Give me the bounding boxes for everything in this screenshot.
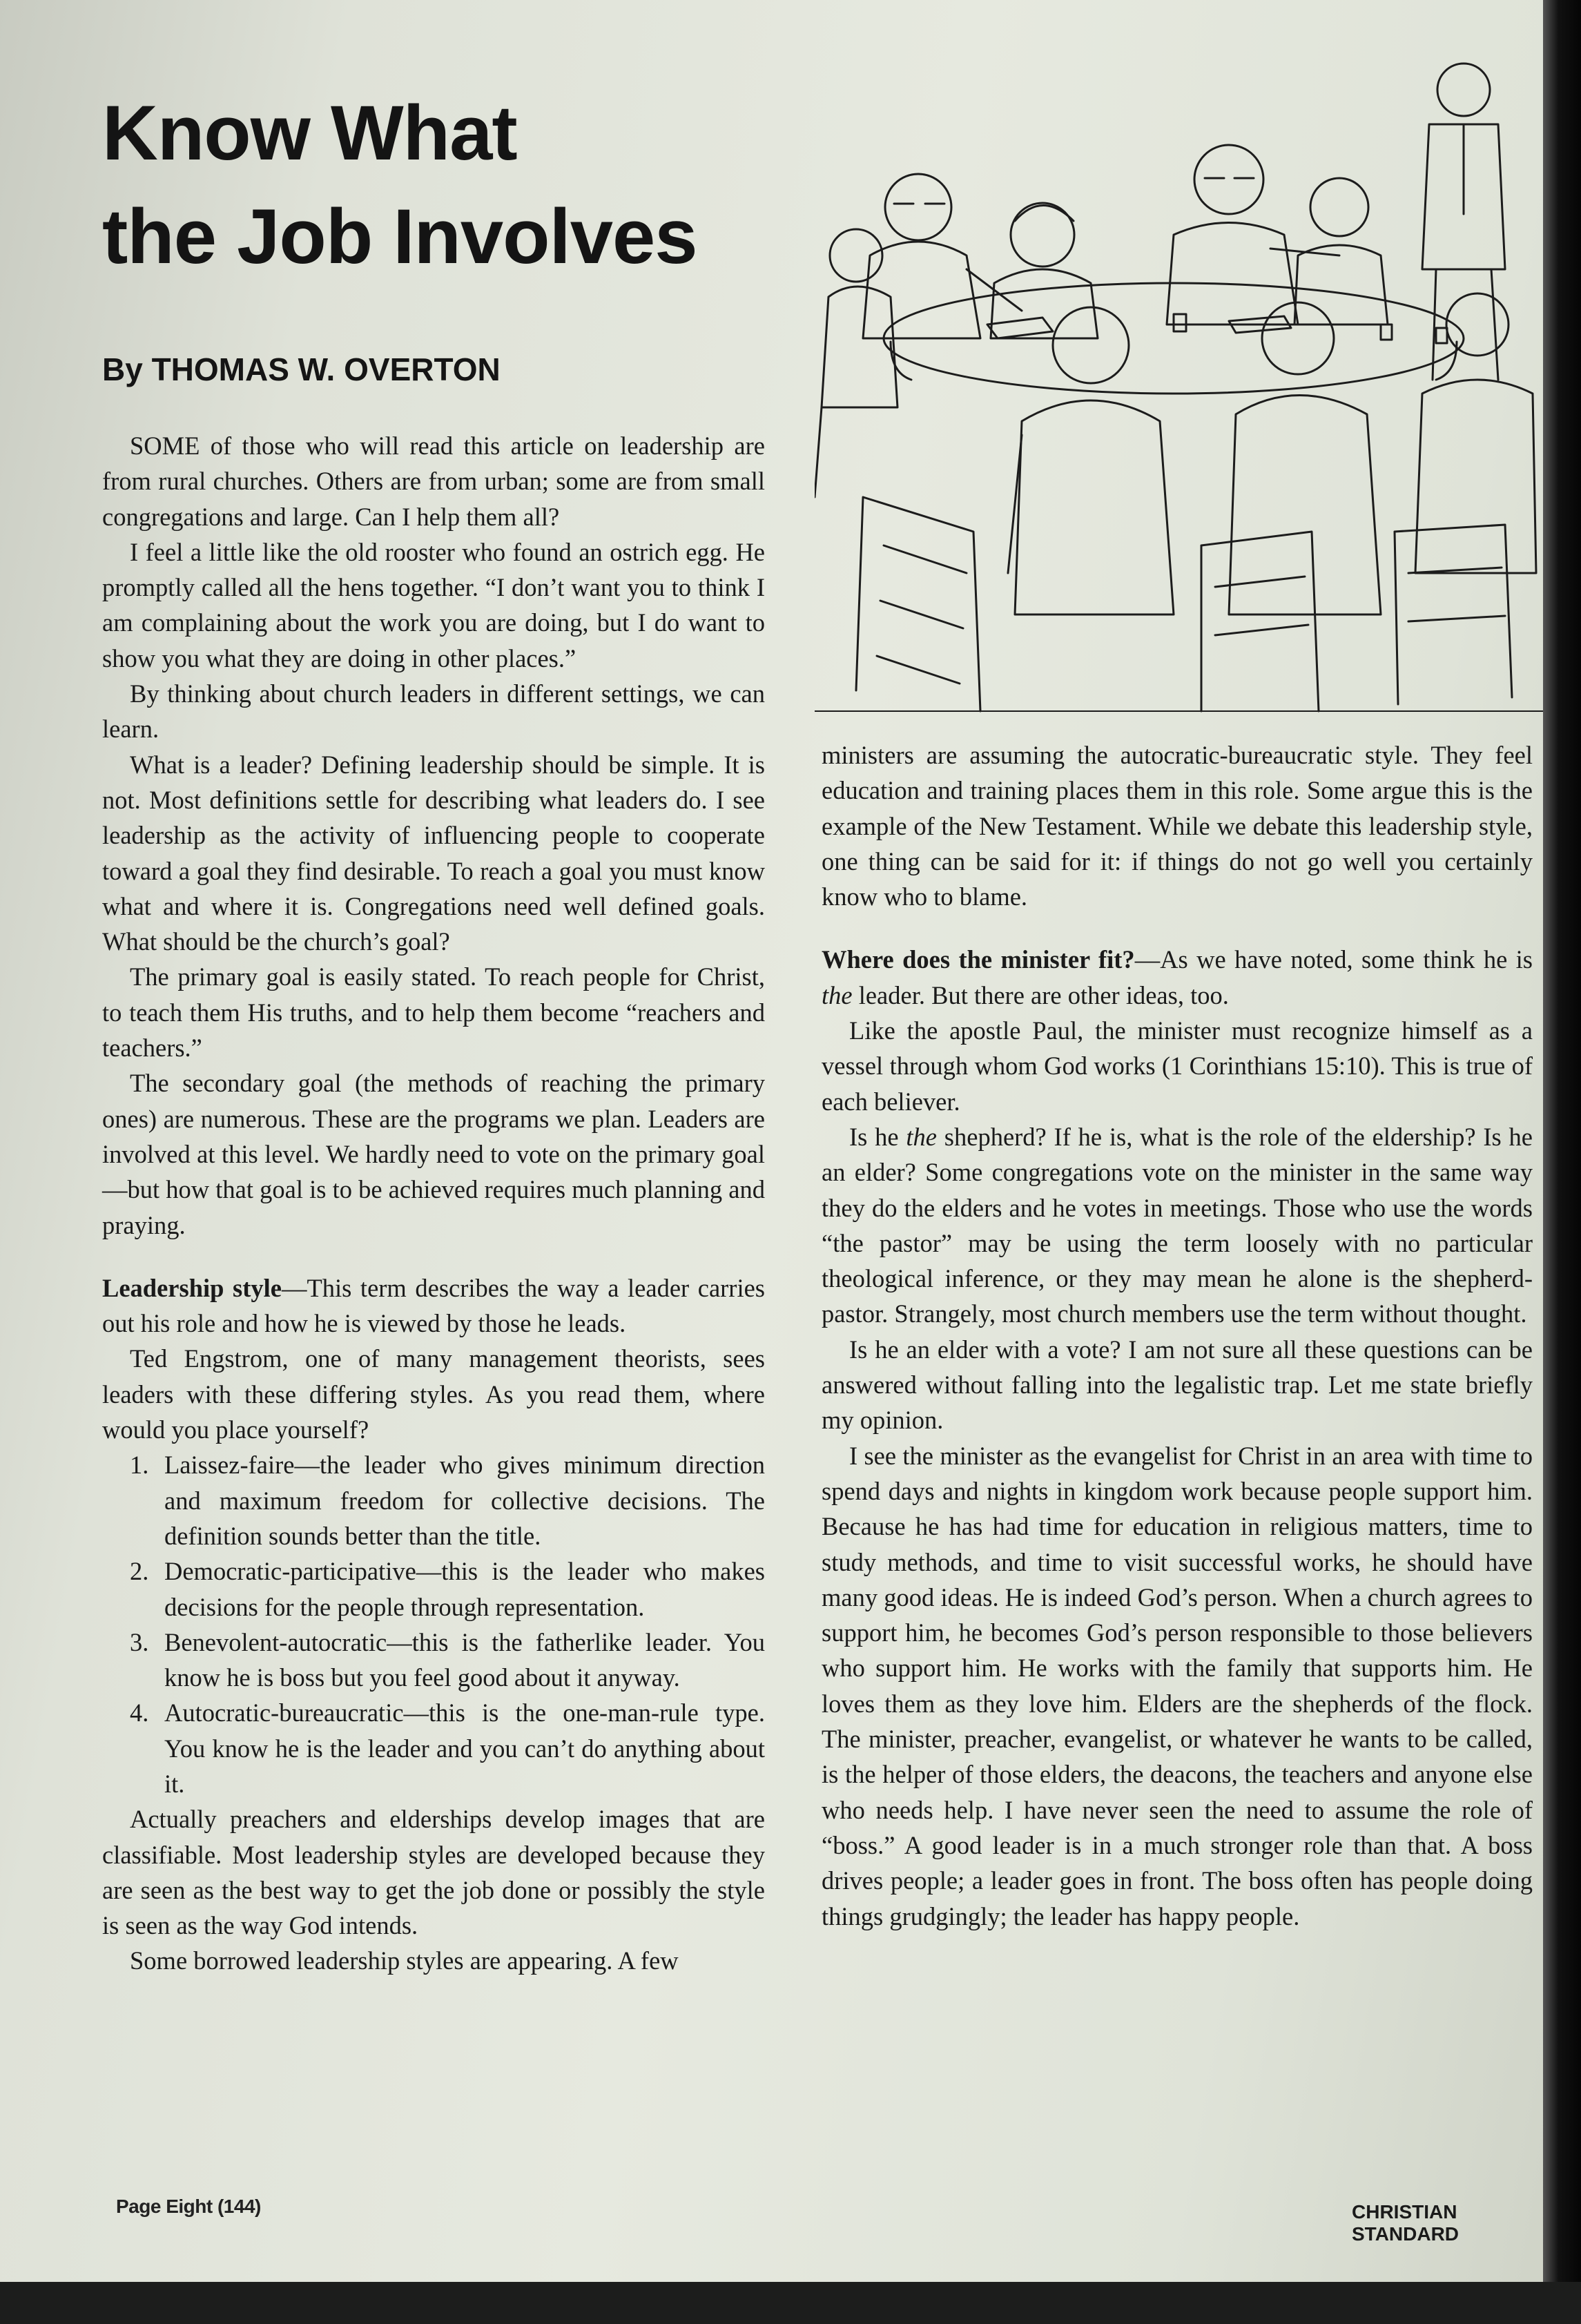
list-number: 2. [130, 1557, 149, 1586]
section-text: —As we have noted, some think he is [1134, 945, 1533, 974]
title-line-2: the Job Involves [102, 193, 697, 280]
paragraph: Some borrowed leadership styles are appearing. A few [130, 1946, 679, 1975]
section-text: leader. But there are other ideas, too. [852, 980, 1229, 1009]
paragraph: SOME of those who will read this article on leadership are from rural churches. Others are from urban; some are from small congregations and large. Can I help them all? [102, 432, 765, 531]
text-run: Is he [849, 1122, 906, 1151]
section-heading: Where does the minister fit? [822, 945, 1135, 974]
list-text: Laissez-faire—the leader who gives minimum direction and maximum freedom for collective decisions. The definition sounds better than the title. [164, 1451, 765, 1550]
paragraph: What is a leader? Defining leadership should be simple. It is not. Most definitions settle for describing what leaders do. I see leadership as the activity of influencing people to cooperate toward a goal they find desirable. To reach a goal you must know what and where it is. Congregations need well defined goals. What should be the church’s goal? [102, 750, 765, 956]
paragraph: Actually preachers and elderships develop images that are classifiable. Most leadership styles are developed because they are seen as the best way to get the job done or possibly the style is seen as the way God intends. [102, 1805, 765, 1940]
paragraph: The secondary goal (the methods of reaching the primary ones) are numerous. These are the programs we plan. Leaders are involved at this level. We hardly need to vote on the primary goal—but how that goal is to be achieved requires much planning and praying. [102, 1069, 765, 1239]
paragraph: Ted Engstrom, one of many management theorists, sees leaders with these differing styles. As you read them, where would you place yourself? [102, 1344, 765, 1444]
left-column [102, 428, 765, 1979]
title-line-1: Know What [102, 90, 517, 176]
byline: By THOMAS W. OVERTON [102, 351, 501, 387]
list-item [130, 1447, 765, 1553]
article-title [102, 81, 793, 289]
list-item [130, 1695, 765, 1801]
list-text: Benevolent-autocratic—this is the fatherlike leader. You know he is boss but you feel good about it anyway. [164, 1627, 765, 1692]
paragraph: I feel a little like the old rooster who found an ostrich egg. He promptly called all the hens together. “I don’t want you to think I am complaining about the work you are doing, but I do want to show you what they are doing in other places.” [102, 537, 765, 672]
list-number: 1. [130, 1451, 149, 1480]
list-item [130, 1625, 765, 1696]
list-number: 3. [130, 1627, 149, 1656]
page-number: Page Eight (144) [116, 2196, 261, 2217]
section-minister [822, 942, 1533, 1013]
publication-name: CHRISTIAN STANDARD [1352, 2201, 1459, 2245]
list-text: Autocratic-bureaucratic—this is the one-man-rule type. You know he is the leader and you can’t do anything about it. [164, 1698, 765, 1798]
section-heading: Leadership style [102, 1273, 282, 1302]
page-shadow [0, 2282, 1581, 2324]
italic-word: the [822, 980, 853, 1009]
binding-edge [1543, 0, 1581, 2324]
paragraph: By thinking about church leaders in different settings, we can learn. [102, 679, 765, 744]
paragraph [822, 1119, 1533, 1332]
list-number: 4. [130, 1698, 149, 1727]
right-column [822, 737, 1533, 1934]
text-run: shepherd? If he is, what is the role of the eldership? Is he an elder? Some congregations vote on the minister in the same way they do the elders and he votes in meetings. Those who use the words “the pastor” may be using the term loosely with no particular theological inference, or they may mean he alone is the shepherd-pastor. Strangely, most church members use the term without thought. [822, 1122, 1533, 1328]
paragraph: Like the apostle Paul, the minister must recognize himself as a vessel through whom God works (1 Corinthians 15:10). This is true of each believer. [822, 1016, 1533, 1116]
meeting-illustration [815, 48, 1546, 725]
styles-list [102, 1447, 765, 1801]
list-text: Democratic-participative—this is the leader who makes decisions for the people through representation. [164, 1557, 765, 1621]
paragraph: The primary goal is easily stated. To reach people for Christ, to teach them His truths, and to help them become “reachers and teachers.” [102, 962, 765, 1063]
list-item [130, 1553, 765, 1625]
section-text: —This term describes the way a leader carries out his role and how he is viewed by those he leads. [102, 1273, 765, 1338]
paragraph: Is he an elder with a vote? I am not sure all these questions can be answered without falling into the legalistic trap. Let me state briefly my opinion. [822, 1335, 1533, 1435]
italic-word: the [906, 1122, 937, 1151]
section-leadership-style [102, 1270, 765, 1342]
paragraph: ministers are assuming the autocratic-bureaucratic style. They feel education and training places them in this role. Some argue this is the example of the New Testament. While we debate this leadership style, one thing can be said for it: if things do not go well you certainly know who to blame. [822, 741, 1533, 911]
paragraph: I see the minister as the evangelist for Christ in an area with time to spend days and nights in kingdom work because people support him. Because he has had time for education in religious matters, time to study methods, and time to visit successful works, he should have many good ideas. He is indeed God’s person. When a church agrees to support him, he becomes God’s person responsible to those believers who support him. He works with the family that supports him. He loves them as they love him. Elders are the shepherds of the flock. The minister, preacher, evangelist, or whatever he wants to be called, is the helper of those elders, the deacons, the teachers and anyone else who needs help. I have never seen the need to assume the role of “boss.” A good leader is in a much stronger role than that. A boss drives people; a leader goes in front. The boss often has people doing things grudgingly; the leader has happy people. [822, 1441, 1533, 1930]
